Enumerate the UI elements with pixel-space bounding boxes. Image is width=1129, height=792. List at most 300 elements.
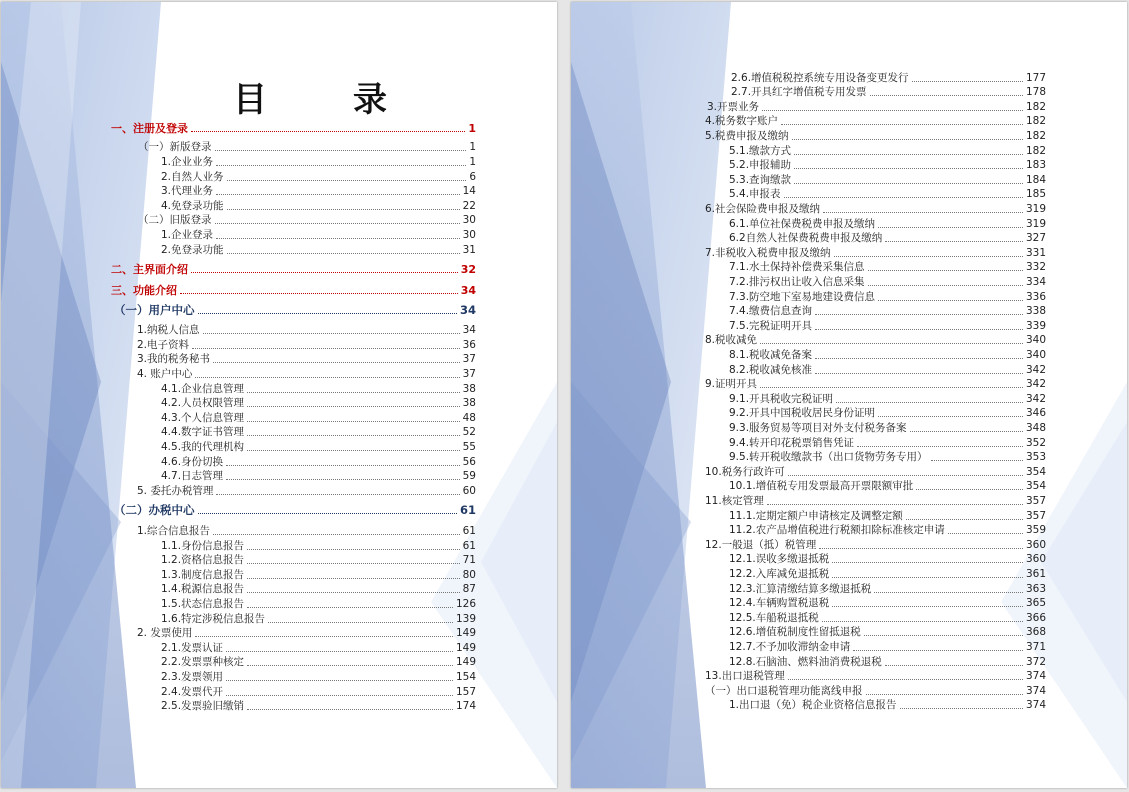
dot-leader [226,651,453,652]
toc-entry[interactable] [137,485,476,498]
toc-entry-title: 7.5.完税证明开具 [729,320,813,332]
dot-leader [815,329,1023,330]
toc-entry-title: 4.1.企业信息管理 [161,383,245,395]
toc-entry[interactable] [729,232,1046,245]
toc-entry[interactable] [111,263,476,276]
toc-entry-title: 三、功能介绍 [111,284,177,297]
dot-leader [832,577,1023,578]
dot-leader [226,680,453,681]
toc-entry[interactable] [161,456,476,469]
dot-leader [857,446,1023,447]
toc-entry-page: 338 [1025,305,1046,317]
dot-leader [247,450,460,451]
dot-leader [213,362,460,363]
toc-entry-page: 126 [455,598,476,610]
toc-entry-title: 4. 账户中心 [137,368,193,380]
toc-entry[interactable] [705,670,1046,683]
toc-entry[interactable] [729,568,1046,581]
toc-entry-title: 2.7.开具红字增值税专用发票 [731,86,867,98]
toc-entry-title: （二）办税中心 [114,503,195,517]
toc-entry-title: 12.一般退（抵）税管理 [705,539,817,551]
toc-entry-page: 182 [1025,115,1046,127]
toc-entry[interactable] [729,451,1046,464]
dot-leader [227,180,467,181]
dot-leader [836,402,1023,403]
toc-entry-page: 61 [459,503,476,517]
toc-entry-page: 6 [469,171,476,183]
toc-entry-page: 368 [1025,626,1046,638]
dot-leader [931,460,1023,461]
toc-entry[interactable] [161,686,476,699]
toc-entry-page: 1 [469,156,476,168]
dot-leader [794,183,1023,184]
toc-entry[interactable] [138,214,476,227]
toc-entry[interactable] [729,553,1046,566]
toc-entry-title: 2.免登录功能 [161,244,224,256]
toc-entry[interactable] [729,437,1046,450]
toc-entry-page: 61 [462,525,476,537]
toc-entry-title: 2.2.发票票种核定 [161,656,245,668]
toc-entry-page: 149 [455,656,476,668]
toc-entry-page: 30 [462,229,476,241]
toc-entry[interactable] [161,383,476,396]
toc-entry-title: 12.6.增值税制度性留抵退税 [729,626,861,638]
dot-leader [247,392,460,393]
toc-entry[interactable] [161,656,476,669]
toc-entry-page: 34 [459,303,476,317]
dot-leader [834,256,1023,257]
toc-entry-page: 61 [462,540,476,552]
toc-entry-title: 9.5.转开税收缴款书（出口货物劳务专用） [729,451,928,463]
dot-leader [762,110,1023,111]
dot-leader [247,563,460,564]
toc-entry-title: 2.4.发票代开 [161,686,224,698]
dot-leader [784,197,1023,198]
toc-entry-title: 3.代理业务 [161,185,214,197]
toc-entry[interactable] [161,583,476,596]
toc-entry-page: 177 [1025,72,1046,84]
toc-entry-title: 8.1.税收减免备案 [729,349,813,361]
dot-leader [247,421,460,422]
toc-entry-page: 357 [1025,510,1046,522]
toc-right-list [571,2,1127,788]
dot-leader [191,272,458,273]
toc-entry-title: （二）旧版登录 [138,214,212,226]
toc-entry-title: 8.税收减免 [705,334,758,346]
toc-entry-title: 6.1.单位社保费税费申报及缴纳 [729,218,876,230]
toc-entry[interactable] [161,229,476,242]
toc-entry[interactable] [161,642,476,655]
toc-entry-page: 31 [462,244,476,256]
toc-entry-title: 3.开票业务 [707,101,760,113]
toc-entry[interactable] [114,304,476,317]
dot-leader [247,607,453,608]
toc-entry-title: 1.企业业务 [161,156,214,168]
toc-entry-title: 4.5.我的代理机构 [161,441,245,453]
toc-entry-title: 4.免登录功能 [161,200,224,212]
dot-leader [822,621,1023,622]
dot-leader [900,708,1023,709]
toc-entry[interactable] [705,203,1046,216]
dot-leader [215,223,460,224]
toc-entry-page: 149 [455,642,476,654]
toc-entry[interactable] [161,171,476,184]
toc-entry-page: 36 [462,339,476,351]
toc-entry-page: 342 [1025,393,1046,405]
toc-entry-title: 10.1.增值税专用发票最高开票限额审批 [729,480,914,492]
toc-entry-page: 342 [1025,364,1046,376]
toc-title: 目 录 [233,80,413,120]
toc-entry-page: 52 [462,426,476,438]
toc-entry-page: 340 [1025,334,1046,346]
toc-entry[interactable] [729,218,1046,231]
toc-entry[interactable] [705,115,1046,128]
dot-leader [815,314,1023,315]
dot-leader [906,519,1023,520]
toc-entry-title: 3.我的税务秘书 [137,353,211,365]
dot-leader [227,209,460,210]
toc-entry-page: 14 [462,185,476,197]
toc-entry[interactable] [729,305,1046,318]
toc-entry-title: 4.7.日志管理 [161,470,224,482]
toc-entry-title: 1.2.资格信息报告 [161,554,245,566]
dot-leader [794,168,1023,169]
toc-entry-title: 1.企业登录 [161,229,214,241]
dot-leader [781,124,1023,125]
toc-page-left [1,2,557,788]
dot-leader [874,592,1023,593]
toc-entry-title: 1.4.税源信息报告 [161,583,245,595]
toc-entry-page: 366 [1025,612,1046,624]
toc-entry-title: 1.3.制度信息报告 [161,569,245,581]
toc-entry[interactable] [729,349,1046,362]
toc-entry-title: 4.3.个人信息管理 [161,412,245,424]
toc-entry-title: 9.1.开具税收完税证明 [729,393,834,405]
dot-leader [885,241,1023,242]
dot-leader [819,548,1023,549]
toc-entry[interactable] [729,174,1046,187]
toc-entry-page: 182 [1025,101,1046,113]
dot-leader [832,606,1023,607]
dot-leader [878,416,1023,417]
dot-leader [215,150,467,151]
dot-leader [216,194,460,195]
toc-entry-page: 154 [455,671,476,683]
toc-entry[interactable] [705,247,1046,260]
toc-entry-title: 6.社会保险费申报及缴纳 [705,203,821,215]
toc-entry-page: 182 [1025,145,1046,157]
toc-entry-title: 1.1.身份信息报告 [161,540,245,552]
toc-entry[interactable] [729,612,1046,625]
dot-leader [948,533,1023,534]
toc-left-list [1,2,557,788]
toc-entry-page: 346 [1025,407,1046,419]
toc-entry-page: 363 [1025,583,1046,595]
toc-entry[interactable] [137,525,476,538]
toc-entry-page: 319 [1025,218,1046,230]
toc-entry-title: 9.证明开具 [705,378,758,390]
toc-entry-page: 348 [1025,422,1046,434]
dot-leader [195,636,453,637]
toc-entry[interactable] [729,524,1046,537]
toc-entry[interactable] [161,554,476,567]
toc-entry-title: 4.2.人员权限管理 [161,397,245,409]
toc-entry[interactable] [111,284,476,297]
toc-entry[interactable] [161,200,476,213]
toc-entry[interactable] [161,244,476,257]
dot-leader [878,227,1023,228]
toc-entry-page: 340 [1025,349,1046,361]
toc-entry-title: 11.核定管理 [705,495,764,507]
toc-entry[interactable] [705,130,1046,143]
toc-entry[interactable] [729,393,1046,406]
dot-leader [226,695,453,696]
toc-entry-title: 9.2.开具中国税收居民身份证明 [729,407,876,419]
dot-leader [866,694,1023,695]
toc-entry[interactable] [137,627,476,640]
toc-entry[interactable] [729,510,1046,523]
toc-entry-title: 7.3.防空地下室易地建设费信息 [729,291,876,303]
toc-entry-page: 38 [462,397,476,409]
toc-entry-page: 357 [1025,495,1046,507]
toc-entry[interactable] [161,613,476,626]
dot-leader [916,489,1023,490]
toc-entry-page: 1 [468,122,476,135]
toc-entry-title: 12.4.车辆购置税退税 [729,597,830,609]
toc-entry-page: 38 [462,383,476,395]
toc-entry[interactable] [705,466,1046,479]
toc-entry-page: 34 [462,324,476,336]
toc-entry-page: 185 [1025,188,1046,200]
dot-leader [885,665,1023,666]
toc-entry-page: 334 [1025,276,1046,288]
toc-entry-title: （一）新版登录 [138,141,212,153]
toc-entry[interactable] [729,699,1046,712]
toc-entry-title: 5.1.缴款方式 [729,145,792,157]
dot-leader [792,139,1023,140]
toc-entry-title: 12.1.误收多缴退抵税 [729,553,830,565]
toc-entry[interactable] [729,407,1046,420]
dot-leader [195,377,459,378]
toc-entry[interactable] [161,470,476,483]
toc-entry[interactable] [729,320,1046,333]
toc-entry-title: 13.出口退税管理 [705,670,785,682]
toc-entry[interactable] [731,72,1046,85]
toc-entry[interactable] [138,141,476,154]
toc-entry[interactable] [161,671,476,684]
toc-entry-page: 359 [1025,524,1046,536]
dot-leader [226,479,460,480]
dot-leader [853,650,1023,651]
toc-entry[interactable] [137,324,476,337]
toc-entry[interactable] [161,441,476,454]
toc-entry[interactable] [729,641,1046,654]
toc-entry[interactable] [729,626,1046,639]
toc-entry[interactable] [729,480,1046,493]
dot-leader [268,622,453,623]
toc-entry-page: 339 [1025,320,1046,332]
dot-leader [247,592,460,593]
toc-entry[interactable] [114,504,476,517]
toc-entry[interactable] [161,426,476,439]
toc-entry-title: 4.6.身份切换 [161,456,224,468]
dot-leader [767,504,1023,505]
toc-entry[interactable] [729,364,1046,377]
toc-entry-title: 2.自然人业务 [161,171,224,183]
toc-entry-title: （一）用户中心 [114,303,195,317]
toc-entry-title: 7.1.水土保持补偿费采集信息 [729,261,865,273]
toc-entry[interactable] [729,656,1046,669]
toc-entry[interactable] [161,569,476,582]
dot-leader [794,154,1023,155]
dot-leader [247,549,460,550]
toc-entry-title: 2.电子资料 [137,339,190,351]
toc-entry-page: 37 [462,368,476,380]
toc-entry[interactable] [729,583,1046,596]
toc-entry-page: 60 [462,485,476,497]
dot-leader [868,270,1023,271]
toc-entry-page: 354 [1025,466,1046,478]
toc-entry[interactable] [731,86,1046,99]
toc-entry[interactable] [729,188,1046,201]
toc-entry-page: 30 [462,214,476,226]
toc-entry-title: （一）出口退税管理功能离线申报 [705,685,863,697]
toc-entry-title: 7.2.排污权出让收入信息采集 [729,276,865,288]
toc-entry[interactable] [705,334,1046,347]
toc-entry-page: 183 [1025,159,1046,171]
dot-leader [868,285,1023,286]
toc-entry-title: 4.4.数字证书管理 [161,426,245,438]
toc-entry-page: 365 [1025,597,1046,609]
dot-leader [760,343,1023,344]
toc-entry-page: 32 [460,263,476,276]
dot-leader [203,333,460,334]
toc-entry[interactable] [161,156,476,169]
toc-entry-title: 1.6.特定涉税信息报告 [161,613,266,625]
dot-leader [912,81,1023,82]
toc-entry-page: 37 [462,353,476,365]
toc-entry-page: 184 [1025,174,1046,186]
toc-entry[interactable] [137,339,476,352]
toc-entry-title: 5.2.申报辅助 [729,159,792,171]
toc-entry-page: 336 [1025,291,1046,303]
dot-leader [247,578,460,579]
toc-entry-title: 1.综合信息报告 [137,525,211,537]
toc-entry[interactable] [161,412,476,425]
toc-entry-title: 9.3.服务贸易等项目对外支付税务备案 [729,422,907,434]
toc-entry[interactable] [161,540,476,553]
toc-entry-title: 2.6.增值税税控系统专用设备变更发行 [731,72,909,84]
toc-entry[interactable] [161,397,476,410]
toc-entry-page: 361 [1025,568,1046,580]
toc-entry[interactable] [161,185,476,198]
dot-leader [198,313,457,314]
toc-entry-title: 4.税务数字账户 [705,115,779,127]
dot-leader [788,679,1023,680]
toc-entry[interactable] [705,495,1046,508]
dot-leader [226,465,460,466]
toc-entry-page: 342 [1025,378,1046,390]
toc-entry-page: 157 [455,686,476,698]
toc-entry[interactable] [729,159,1046,172]
toc-entry-page: 331 [1025,247,1046,259]
toc-entry[interactable] [161,598,476,611]
toc-entry-page: 56 [462,456,476,468]
toc-entry-title: 5.4.申报表 [729,188,781,200]
toc-entry-title: 6.2自然人社保费税费申报及缴纳 [729,232,883,244]
toc-entry-page: 332 [1025,261,1046,273]
toc-entry-title: 1.出口退（免）税企业资格信息报告 [729,699,897,711]
toc-entry-title: 7.4.缴费信息查询 [729,305,813,317]
toc-entry-page: 372 [1025,656,1046,668]
toc-entry[interactable] [137,353,476,366]
toc-entry-title: 8.2.税收减免核准 [729,364,813,376]
dot-leader [910,431,1023,432]
toc-entry[interactable] [729,261,1046,274]
dot-leader [815,373,1023,374]
dot-leader [192,348,460,349]
toc-entry-title: 9.4.转开印花税票销售凭证 [729,437,855,449]
toc-entry-page: 139 [455,613,476,625]
toc-entry-title: 二、主界面介绍 [111,263,188,276]
toc-entry-page: 71 [462,554,476,566]
toc-entry[interactable] [137,368,476,381]
toc-entry-title: 2.1.发票认证 [161,642,224,654]
toc-entry[interactable] [729,597,1046,610]
dot-leader [247,665,453,666]
toc-entry-title: 10.税务行政许可 [705,466,785,478]
toc-entry-page: 354 [1025,480,1046,492]
toc-entry-title: 12.7.不予加收滞纳金申请 [729,641,851,653]
toc-entry[interactable] [729,422,1046,435]
toc-entry-page: 48 [462,412,476,424]
toc-entry-title: 5.3.查询缴款 [729,174,792,186]
toc-entry-title: 12.2.入库减免退抵税 [729,568,830,580]
toc-entry[interactable] [729,276,1046,289]
toc-entry-page: 178 [1025,86,1046,98]
toc-entry-title: 2. 发票使用 [137,627,193,639]
toc-entry-page: 353 [1025,451,1046,463]
toc-entry-page: 374 [1025,699,1046,711]
toc-entry[interactable] [161,700,476,713]
toc-entry-title: 11.2.农产品增值税进行税额扣除标准核定申请 [729,524,945,536]
dot-leader [247,435,460,436]
dot-leader [832,562,1023,563]
toc-entry[interactable] [705,539,1046,552]
toc-entry[interactable] [729,291,1046,304]
dot-leader [247,406,460,407]
toc-entry-page: 174 [455,700,476,712]
toc-page-right [571,2,1127,788]
dot-leader [213,534,460,535]
toc-entry-page: 1 [469,141,476,153]
toc-entry[interactable] [729,145,1046,158]
toc-entry-title: 12.8.石脑油、燃料油消费税退税 [729,656,882,668]
toc-entry[interactable] [707,101,1046,114]
dot-leader [216,238,460,239]
toc-entry[interactable] [705,685,1046,698]
toc-entry[interactable] [111,122,476,135]
toc-entry-title: 7.非税收入税费申报及缴纳 [705,247,831,259]
dot-leader [823,212,1023,213]
toc-entry-page: 319 [1025,203,1046,215]
dot-leader [227,253,460,254]
toc-entry-page: 374 [1025,670,1046,682]
toc-entry[interactable] [705,378,1046,391]
toc-entry-page: 327 [1025,232,1046,244]
toc-entry-title: 一、注册及登录 [111,122,188,135]
toc-entry-page: 360 [1025,553,1046,565]
